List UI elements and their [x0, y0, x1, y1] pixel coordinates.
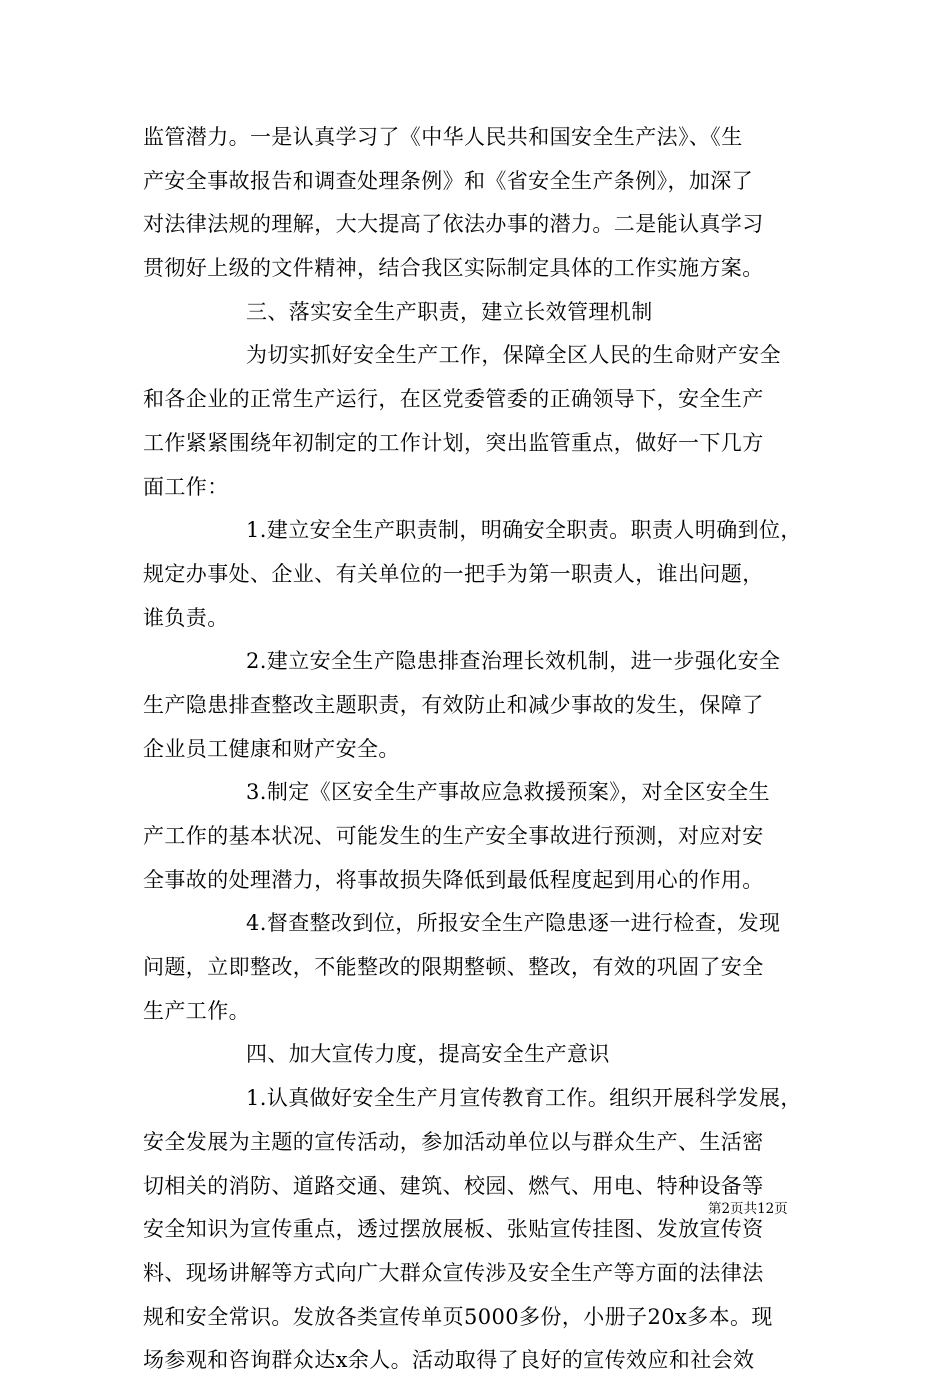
- text-line: 为切实抓好安全生产工作，保障全区人民的生命财产安全: [246, 343, 781, 368]
- text-line: 贯彻好上级的文件精神，结合我区实际制定具体的工作实施方案。: [143, 256, 764, 281]
- list-item: 2.建立安全生产隐患排查治理长效机制，进一步强化安全: [246, 649, 781, 674]
- text-line: 工作紧紧围绕年初制定的工作计划，突出监管重点，做好一下几方: [143, 430, 764, 455]
- text-line: 产工作的基本状况、可能发生的生产安全事故进行预测，对应对安: [143, 824, 764, 848]
- list-item: 3.制定《区安全生产事故应急救援预案》，对全区安全生: [246, 780, 770, 805]
- text-line: 料、现场讲解等方式向广大群众宣传涉及安全生产等方面的法律法: [143, 1260, 764, 1285]
- text-line: 规和安全常识。发放各类宣传单页5000多份，小册子20x多本。现: [143, 1304, 773, 1329]
- text-line: 对法律法规的理解，大大提高了依法办事的潜力。二是能认真学习: [143, 212, 764, 237]
- text-line: 生产隐患排查整改主题职责，有效防止和减少事故的发生，保障了: [143, 692, 764, 717]
- text-line: 全事故的处理潜力，将事故损失降低到最低程度起到用心的作用。: [143, 867, 764, 892]
- text-line: 安全知识为宣传重点，透过摆放展板、张贴宣传挂图、发放宣传资: [143, 1217, 764, 1242]
- text-line: 问题，立即整改，不能整改的限期整顿、整改，有效的巩固了安全: [143, 955, 764, 980]
- text-line: 生产工作。: [143, 998, 250, 1023]
- text-line: 和各企业的正常生产运行，在区党委管委的正确领导下，安全生产: [143, 387, 764, 412]
- text-line: 谁负责。: [143, 605, 229, 630]
- text-line: 产安全事故报告和调查处理条例》和《省安全生产条例》，加深了: [143, 168, 754, 193]
- page-number: 第2页共12页: [708, 1201, 788, 1217]
- list-item: 4.督查整改到位，所报安全生产隐患逐一进行检查，发现: [246, 911, 781, 936]
- text-line: 企业员工健康和财产安全。: [143, 736, 400, 761]
- section-heading: 三、落实安全生产职责，建立长效管理机制: [246, 299, 653, 324]
- text-line: 面工作：: [143, 474, 229, 499]
- text-line: 安全发展为主题的宣传活动，参加活动单位以与群众生产、生活密: [143, 1129, 764, 1154]
- body-text: [143, 116, 813, 1383]
- text-line: 场参观和咨询群众达x余人。活动取得了良好的宣传效应和社会效: [143, 1348, 755, 1373]
- text-line: 切相关的消防、道路交通、建筑、校园、燃气、用电、特种设备等: [143, 1173, 764, 1198]
- list-item: 1.认真做好安全生产月宣传教育工作。组织开展科学发展，: [246, 1086, 802, 1111]
- text-line: 规定办事处、企业、有关单位的一把手为第一职责人，谁出问题，: [143, 561, 764, 586]
- section-heading: 四、加大宣传力度，提高安全生产意识: [246, 1042, 610, 1067]
- text-line: 监管潜力。一是认真学习了《中华人民共和国安全生产法》、《生: [143, 125, 743, 149]
- list-item: 1.建立安全生产职责制，明确安全职责。职责人明确到位，: [246, 518, 802, 543]
